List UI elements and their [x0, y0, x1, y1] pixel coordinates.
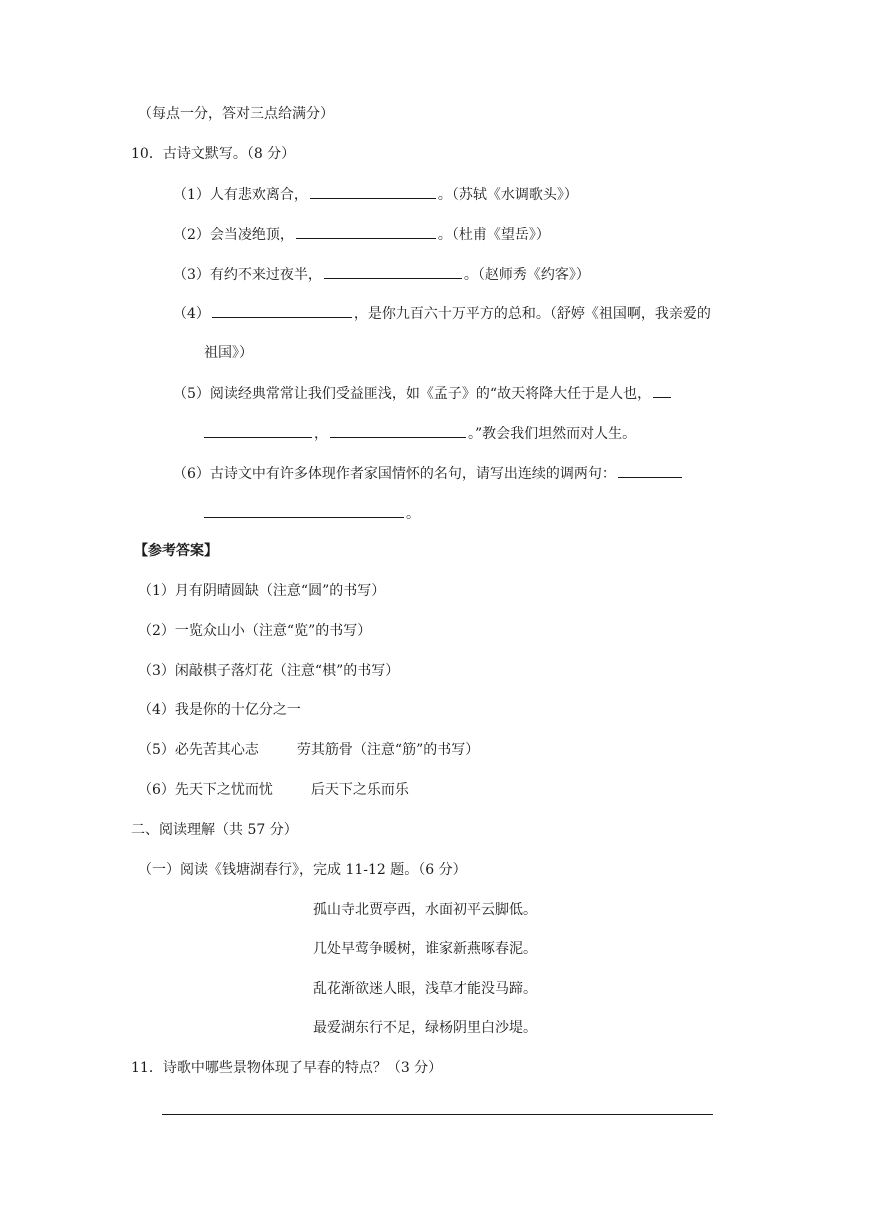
- item-text: ，: [314, 426, 328, 442]
- item-text: 古诗文中有许多体现作者家国情怀的名句，请写出连续的调两句：: [209, 466, 616, 482]
- poem-line: 最爱湖东行不足，绿杨阴里白沙堤。: [313, 1020, 537, 1036]
- item-number: （5）: [173, 386, 210, 402]
- q10-item-5-continued: [204, 423, 636, 444]
- q10-item-5: [173, 383, 673, 404]
- poem-line: 几处早莺争暖树，谁家新燕啄春泥。: [313, 941, 537, 957]
- answer-blank[interactable]: [296, 224, 436, 239]
- item-text: 。: [406, 506, 420, 522]
- item-number: （6）: [173, 466, 210, 482]
- question-10-title: 10．古诗文默写。（8 分）: [131, 146, 296, 162]
- item-number: （4）: [173, 306, 210, 322]
- answer-text: 劳其筋骨（注意“筋”的书写）: [296, 742, 480, 758]
- answer-text: （3）闲敲棋子落灯花（注意“棋”的书写）: [138, 663, 400, 679]
- q10-item-4: [173, 303, 711, 324]
- answer-blank[interactable]: [204, 423, 312, 438]
- answer-blank[interactable]: [618, 463, 682, 478]
- q10-item-6: [173, 463, 684, 484]
- answer-blank[interactable]: [330, 423, 466, 438]
- answer-blank[interactable]: [204, 503, 404, 518]
- answers-heading: 【参考答案】: [134, 543, 218, 559]
- answer-text: （1）月有阴晴圆缺（注意“圆”的书写）: [138, 583, 386, 599]
- q10-item-6-continued: [204, 503, 420, 524]
- poem-line: 孤山寺北贾亭西，水面初平云脚低。: [313, 902, 537, 918]
- item-text: 人有悲欢离合，: [209, 187, 308, 203]
- answer-text: （2）一览众山小（注意“览”的书写）: [138, 623, 372, 639]
- answer-blank[interactable]: [653, 383, 671, 398]
- item-text: 。”教会我们坦然而对人生。: [468, 426, 637, 442]
- poem-line: 乱花渐欲迷人眼，浅草才能没马蹄。: [313, 981, 537, 997]
- answer-blank[interactable]: [212, 303, 352, 318]
- section-2-subtitle: （一）阅读《钱塘湖春行》，完成 11-12 题。（6 分）: [138, 862, 467, 878]
- item-number: （3）: [173, 267, 210, 283]
- answer-blank[interactable]: [324, 264, 462, 279]
- q10-item-1: [173, 184, 578, 205]
- item-text: ，是你九百六十万平方的总和。（舒婷《祖国啊，我亲爱的: [353, 306, 711, 322]
- answer-item-4: [138, 700, 301, 720]
- section-2-title: 二、阅读理解（共 57 分）: [131, 822, 298, 838]
- item-number: （2）: [173, 227, 210, 243]
- item-text: 。（杜甫《望岳》）: [437, 227, 550, 243]
- item-text: 阅读经典常常让我们受益匪浅，如《孟子》的“故天将降大任于是人也，: [209, 386, 652, 402]
- answer-blank[interactable]: [310, 184, 436, 199]
- item-text: 。（苏轼《水调歌头》）: [437, 187, 578, 203]
- answer-text: （5）必先苦其心志: [138, 742, 259, 758]
- q10-item-4-continued: 祖国》）: [204, 345, 253, 361]
- answer-text: 后天下之乐而乐: [310, 782, 409, 798]
- answer-item-1: [138, 581, 385, 601]
- item-text: 有约不来过夜半，: [209, 267, 322, 283]
- answer-item-3: [138, 661, 399, 681]
- item-number: （1）: [173, 187, 210, 203]
- q10-item-3: [173, 264, 590, 285]
- answer-item-2: [138, 621, 371, 641]
- scoring-note: （每点一分，答对三点给满分）: [138, 106, 334, 122]
- item-text: 会当凌绝顶，: [209, 227, 294, 243]
- q10-item-2: [173, 224, 550, 245]
- question-11: 11．诗歌中哪些景物体现了早春的特点？（3 分）: [131, 1060, 443, 1076]
- answer-text: （4）我是你的十亿分之一: [138, 702, 301, 718]
- item-text: 。（赵师秀《约客》）: [463, 267, 590, 283]
- answer-text: （6）先天下之忧而忧: [138, 782, 273, 798]
- answer-line[interactable]: [162, 1114, 713, 1115]
- answer-item-6: [138, 780, 409, 800]
- answer-item-5: [138, 740, 479, 760]
